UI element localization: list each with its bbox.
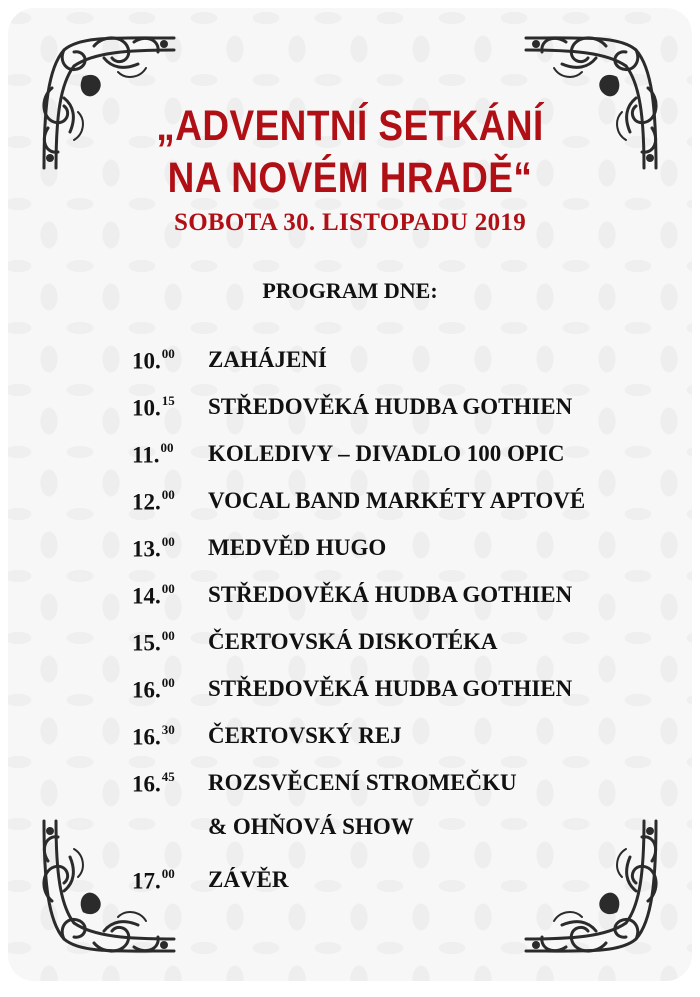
time-hour: 16. bbox=[132, 677, 161, 703]
poster-title-line2: NA NOVÉM HRADĚ“ bbox=[167, 154, 533, 202]
schedule-time bbox=[132, 677, 175, 704]
schedule-time bbox=[132, 868, 175, 895]
schedule-time bbox=[132, 489, 175, 516]
schedule-event: ZAHÁJENÍ bbox=[208, 347, 327, 372]
time-minutes: 30 bbox=[161, 722, 175, 737]
time-hour: 14. bbox=[132, 583, 161, 609]
time-minutes: 15 bbox=[161, 393, 175, 408]
time-minutes: 00 bbox=[161, 487, 175, 502]
time-minutes: 00 bbox=[161, 628, 175, 643]
event-date: SOBOTA 30. LISTOPADU 2019 bbox=[173, 209, 527, 236]
schedule-time bbox=[132, 771, 175, 798]
time-minutes: 00 bbox=[161, 346, 175, 361]
schedule-time bbox=[132, 442, 173, 469]
time-hour: 15. bbox=[132, 630, 161, 656]
schedule-event: STŘEDOVĚKÁ HUDBA GOTHIEN bbox=[208, 582, 573, 607]
time-hour: 10. bbox=[132, 395, 161, 421]
time-hour: 13. bbox=[132, 536, 161, 562]
schedule-time bbox=[132, 348, 175, 375]
schedule-event: MEDVĚD HUGO bbox=[208, 535, 387, 560]
schedule-event: KOLEDIVY – DIVADLO 100 OPIC bbox=[208, 441, 565, 466]
time-hour: 16. bbox=[132, 724, 161, 750]
time-hour: 17. bbox=[132, 868, 161, 894]
poster bbox=[8, 8, 692, 981]
schedule-event-line1: ROZSVĚCENÍ STROMEČKU bbox=[208, 770, 517, 795]
schedule-event: ČERTOVSKÝ REJ bbox=[208, 723, 402, 748]
time-hour: 11. bbox=[132, 442, 160, 468]
time-minutes: 00 bbox=[160, 440, 174, 455]
time-minutes: 00 bbox=[161, 866, 175, 881]
schedule-time bbox=[132, 583, 175, 610]
time-minutes: 00 bbox=[161, 581, 175, 596]
schedule-event: VOCAL BAND MARKÉTY APTOVÉ bbox=[208, 488, 586, 513]
schedule-event: ZÁVĚR bbox=[208, 867, 289, 892]
schedule-event: STŘEDOVĚKÁ HUDBA GOTHIEN bbox=[208, 394, 573, 419]
schedule-time bbox=[132, 630, 175, 657]
corner-ornament-icon bbox=[516, 811, 666, 961]
time-minutes: 45 bbox=[161, 769, 175, 784]
time-hour: 12. bbox=[132, 489, 161, 515]
schedule-event-line2: & OHŇOVÁ SHOW bbox=[208, 814, 414, 839]
program-heading: PROGRAM DNE: bbox=[262, 278, 438, 303]
schedule-event: ČERTOVSKÁ DISKOTÉKA bbox=[208, 629, 498, 654]
time-hour: 16. bbox=[132, 771, 161, 797]
schedule-time bbox=[132, 536, 175, 563]
time-minutes: 00 bbox=[161, 534, 175, 549]
schedule-time bbox=[132, 724, 175, 751]
schedule-event: STŘEDOVĚKÁ HUDBA GOTHIEN bbox=[208, 676, 573, 701]
schedule-time bbox=[132, 395, 175, 422]
poster-title-line1: „ADVENTNÍ SETKÁNÍ bbox=[156, 102, 544, 150]
time-hour: 10. bbox=[132, 348, 161, 374]
time-minutes: 00 bbox=[161, 675, 175, 690]
schedule-event bbox=[208, 759, 517, 852]
